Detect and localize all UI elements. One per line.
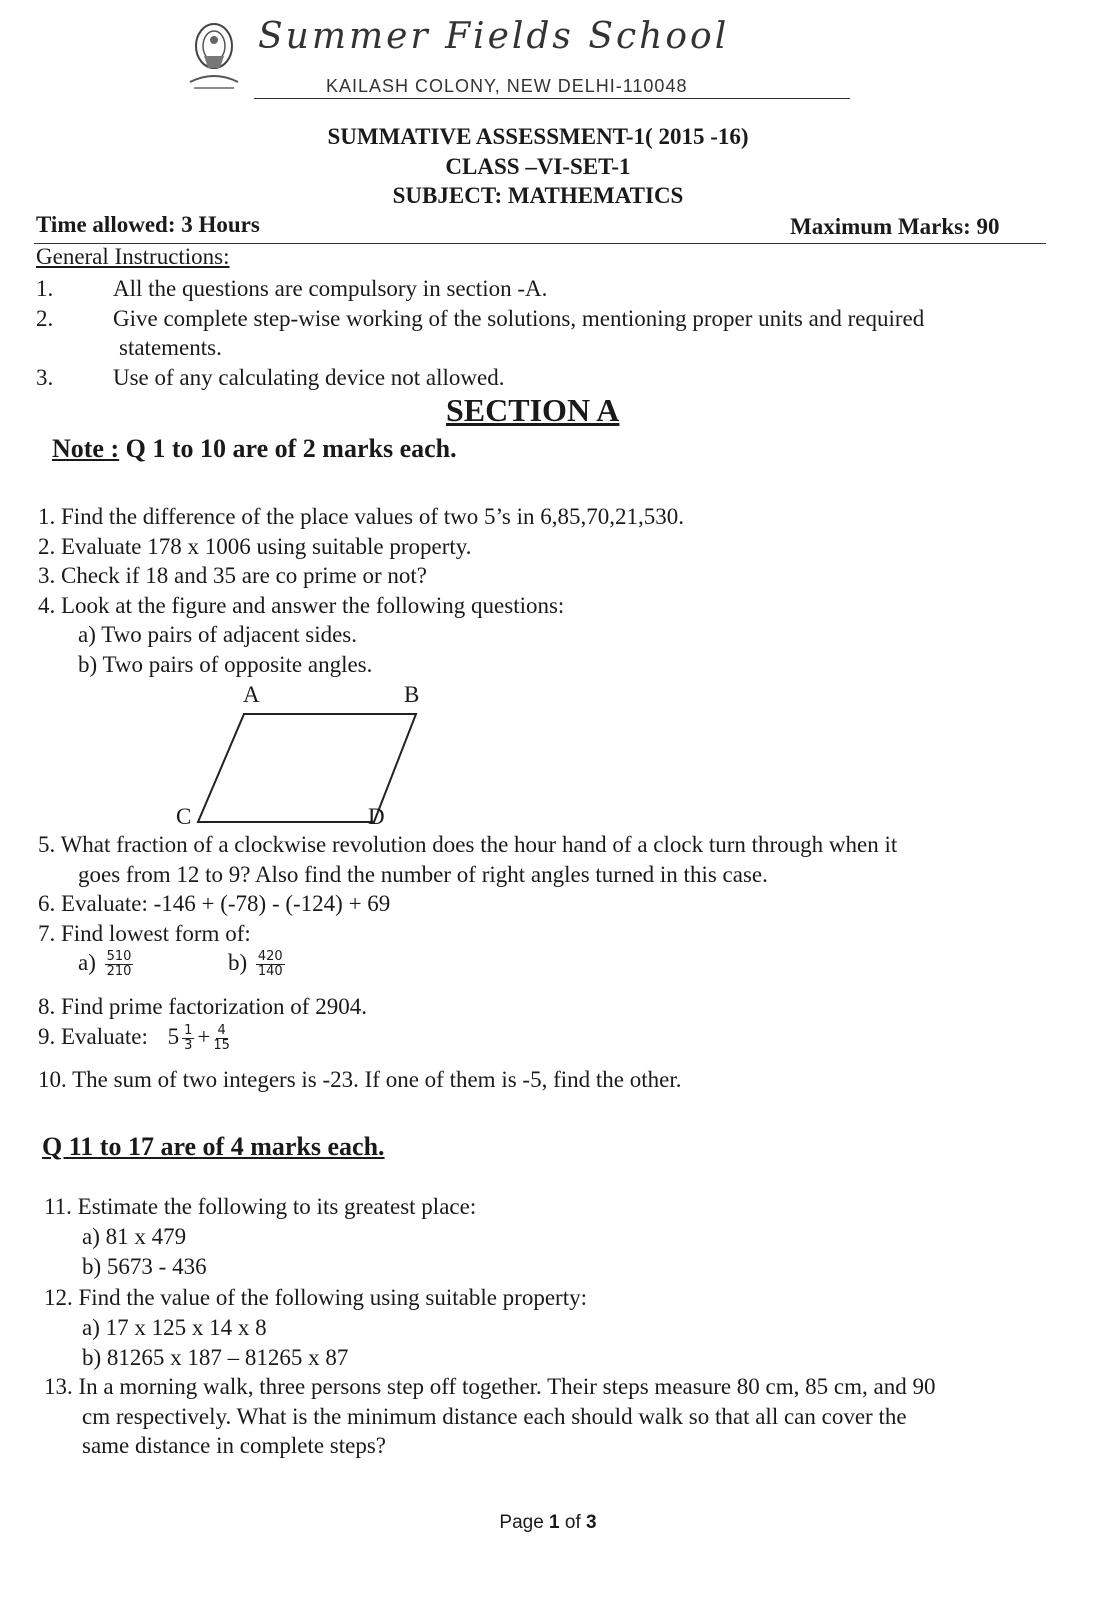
instruction-num: 1. — [36, 276, 54, 301]
question-7b-label: b) — [227, 950, 248, 975]
fraction-denominator: 210 — [106, 964, 132, 980]
section-a-note — [52, 434, 457, 464]
vertex-label-c: C — [176, 804, 192, 829]
question-4b: b) Two pairs of opposite angles. — [78, 652, 373, 677]
section-b-title: Q 11 to 17 are of 4 marks each. — [42, 1132, 385, 1161]
page-number: 1 — [549, 1512, 560, 1533]
fraction-numerator: 4 — [217, 1023, 226, 1039]
fraction-9b — [213, 1024, 230, 1053]
class-set: CLASS –VI-SET-1 — [445, 154, 631, 179]
subject: SUBJECT: MATHEMATICS — [392, 183, 684, 208]
parallelogram-figure — [170, 680, 440, 830]
page-mid: of — [559, 1512, 587, 1533]
page-total: 3 — [586, 1512, 597, 1533]
question-2: 2. Evaluate 178 x 1006 using suitable property. — [38, 534, 472, 559]
vertex-label-a: A — [243, 682, 260, 707]
max-marks: Maximum Marks: 90 — [790, 214, 1000, 239]
question-11b: b) 5673 - 436 — [82, 1254, 207, 1279]
school-address: KAILASH COLONY, NEW DELHI-110048 — [326, 76, 688, 96]
exam-title: SUMMATIVE ASSESSMENT-1( 2015 -16) — [327, 124, 749, 149]
vertex-label-d: D — [368, 804, 385, 829]
question-5: 5. What fraction of a clockwise revolution does the hour hand of a clock turn through when it — [38, 832, 898, 857]
fraction-numerator: 510 — [106, 949, 132, 965]
instruction-num: 3. — [36, 365, 54, 390]
instruction-text: Use of any calculating device not allowed. — [113, 365, 505, 390]
question-9 — [38, 1024, 233, 1053]
note-text: Q 1 to 10 are of 2 marks each. — [119, 434, 457, 463]
question-13-cont: same distance in complete steps? — [82, 1433, 387, 1458]
question-13: 13. In a morning walk, three persons step off together. Their steps measure 80 cm, 85 cm, and 90 — [44, 1374, 936, 1399]
instruction-text: Give complete step-wise working of the solutions, mentioning proper units and required — [113, 306, 925, 331]
question-12a: a) 17 x 125 x 14 x 8 — [82, 1315, 267, 1340]
question-10: 10. The sum of two integers is -23. If one of them is -5, find the other. — [38, 1067, 682, 1092]
question-7a-label: a) — [78, 950, 96, 975]
question-4a: a) Two pairs of adjacent sides. — [78, 622, 357, 647]
school-logo — [186, 18, 242, 90]
fraction-denominator: 140 — [257, 964, 283, 980]
question-13-cont: cm respectively. What is the minimum distance each should walk so that all can cover the — [82, 1404, 907, 1429]
question-12: 12. Find the value of the following using suitable property: — [44, 1285, 587, 1310]
question-4: 4. Look at the figure and answer the following questions: — [38, 593, 565, 618]
instruction-text: All the questions are compulsory in section -A. — [113, 276, 548, 301]
plus-sign: + — [197, 1024, 211, 1049]
question-3: 3. Check if 18 and 35 are co prime or not? — [38, 563, 427, 588]
instruction-num: 2. — [36, 306, 54, 331]
instruction-text-cont: statements. — [119, 335, 222, 360]
question-9-label: 9. Evaluate: — [38, 1024, 148, 1049]
fraction-numerator: 1 — [184, 1023, 193, 1039]
question-7-fractions — [78, 950, 288, 979]
question-8: 8. Find prime factorization of 2904. — [38, 994, 367, 1019]
time-allowed: Time allowed: 3 Hours — [36, 212, 260, 237]
fraction-7b — [256, 950, 285, 979]
question-11: 11. Estimate the following to its greatest place: — [44, 1194, 477, 1219]
note-label: Note : — [52, 434, 120, 463]
question-5-cont: goes from 12 to 9? Also find the number of right angles turned in this case. — [78, 862, 768, 887]
question-1: 1. Find the difference of the place values of two 5’s in 6,85,70,21,530. — [38, 504, 684, 529]
question-7: 7. Find lowest form of: — [38, 921, 251, 946]
page-prefix: Page — [499, 1512, 550, 1533]
fraction-denominator: 3 — [184, 1038, 193, 1054]
fraction-numerator: 420 — [257, 949, 283, 965]
question-11a: a) 81 x 479 — [82, 1224, 187, 1249]
fraction-7a — [105, 950, 134, 979]
mixed-whole: 5 — [167, 1024, 180, 1049]
school-name: Summer Fields School — [258, 16, 730, 57]
fraction-9a — [182, 1024, 194, 1053]
vertex-label-b: B — [404, 682, 420, 707]
question-6: 6. Evaluate: -146 + (-78) - (-124) + 69 — [38, 891, 391, 916]
header-divider — [254, 98, 850, 99]
question-12b: b) 81265 x 187 – 81265 x 87 — [82, 1345, 349, 1370]
page-footer — [0, 1512, 1096, 1534]
instructions-title: General Instructions: — [36, 244, 230, 269]
section-a-title: SECTION A — [446, 392, 620, 428]
fraction-denominator: 15 — [213, 1038, 230, 1054]
